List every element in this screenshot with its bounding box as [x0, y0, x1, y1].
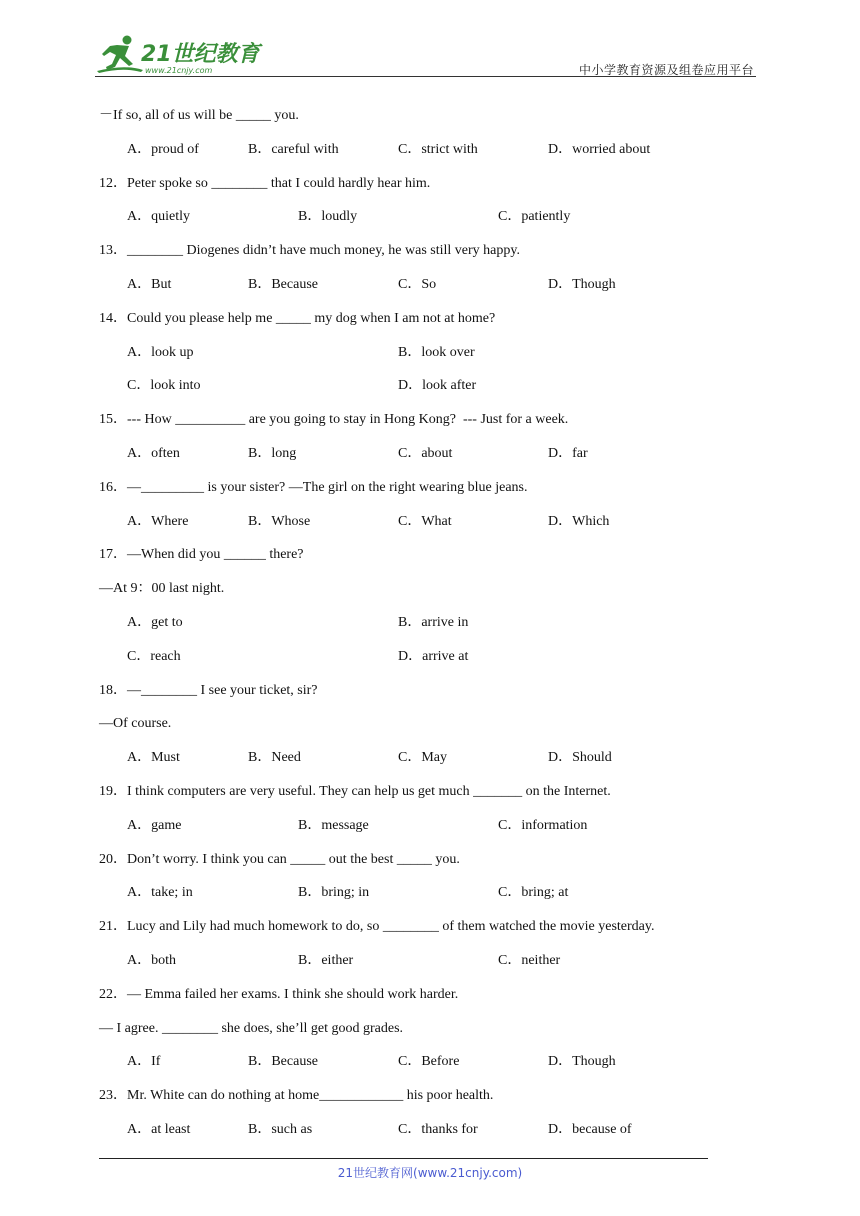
option[interactable]: A．both: [127, 952, 176, 968]
option[interactable]: D．Should: [548, 750, 612, 766]
header-divider: [95, 76, 756, 77]
option[interactable]: D．Though: [548, 1054, 616, 1070]
options-row: [99, 340, 739, 374]
option[interactable]: B．bring; in: [298, 885, 370, 901]
question-stem: 13．________ Diogenes didn’t have much money, he was still very happy.: [99, 243, 520, 259]
option[interactable]: C．neither: [498, 952, 561, 968]
option[interactable]: B．either: [298, 952, 354, 968]
question-stem-reply: — I agree. ________ she does, she’ll get good grades.: [99, 1020, 404, 1036]
option[interactable]: A．Must: [127, 750, 180, 766]
option[interactable]: C．patiently: [498, 209, 571, 225]
option[interactable]: C．bring; at: [498, 885, 569, 901]
options-row: [99, 204, 739, 238]
option[interactable]: B．such as: [248, 1121, 313, 1137]
question-stem: 17．—When did you ______ there?: [99, 547, 304, 563]
question-stem: 12．Peter spoke so ________ that I could hardly hear him.: [99, 175, 431, 191]
option[interactable]: D．far: [548, 445, 588, 461]
options-row: [99, 948, 739, 982]
question-stem: 23．Mr. White can do nothing at home____________ his poor health.: [99, 1088, 494, 1104]
logo-21cnjy: [95, 34, 265, 78]
option[interactable]: C．about: [398, 445, 453, 461]
option[interactable]: D．worried about: [548, 141, 651, 157]
option[interactable]: A．at least: [127, 1121, 191, 1137]
question-stem: 21．Lucy and Lily had much homework to do, so ________ of them watched the movie yesterday.: [99, 919, 655, 935]
svg-text:21世纪教育: 21世纪教育: [141, 42, 260, 67]
option[interactable]: C．Before: [398, 1054, 460, 1070]
options-row: [99, 813, 739, 847]
option[interactable]: A．quietly: [127, 209, 190, 225]
option[interactable]: A．proud of: [127, 141, 199, 157]
options-row: [99, 880, 739, 914]
options-row: [99, 644, 739, 678]
option[interactable]: C．What: [398, 513, 452, 529]
option[interactable]: B．Whose: [248, 513, 311, 529]
question-stem: 16．—_________ is your sister? —The girl on the right wearing blue jeans.: [99, 479, 528, 495]
question-list: [99, 103, 739, 1151]
question-stem-reply: —At 9：00 last night.: [99, 581, 225, 597]
options-row: [99, 610, 739, 644]
option[interactable]: C．So: [398, 276, 437, 292]
option[interactable]: A．game: [127, 817, 182, 833]
option[interactable]: C．reach: [127, 648, 181, 664]
option[interactable]: D．arrive at: [398, 648, 469, 664]
option[interactable]: B．message: [298, 817, 369, 833]
option[interactable]: A．get to: [127, 614, 183, 630]
options-row: [99, 373, 739, 407]
option[interactable]: C．strict with: [398, 141, 478, 157]
options-row: [99, 1049, 739, 1083]
option[interactable]: B．careful with: [248, 141, 339, 157]
option[interactable]: D．Though: [548, 276, 616, 292]
options-row: [99, 441, 739, 475]
option[interactable]: C．thanks for: [398, 1121, 478, 1137]
options-row: [99, 509, 739, 543]
footer-divider: [99, 1158, 708, 1159]
option[interactable]: A．look up: [127, 344, 194, 360]
question-stem: 18．—________ I see your ticket, sir?: [99, 682, 318, 698]
option[interactable]: D．Which: [548, 513, 610, 529]
option[interactable]: A．But: [127, 276, 172, 292]
question-stem: 22．— Emma failed her exams. I think she should work harder.: [99, 986, 459, 1002]
option[interactable]: B．long: [248, 445, 297, 461]
option[interactable]: B．Need: [248, 750, 301, 766]
option[interactable]: B．Because: [248, 276, 318, 292]
option[interactable]: C．information: [498, 817, 588, 833]
option[interactable]: B．Because: [248, 1054, 318, 1070]
page-header: [95, 34, 756, 78]
question-stem: 15．--- How __________ are you going to stay in Hong Kong? --- Just for a week.: [99, 412, 569, 428]
question-stem: 14．Could you please help me _____ my dog when I am not at home?: [99, 310, 496, 326]
option[interactable]: A．take; in: [127, 885, 193, 901]
site-name: 中小学教育资源及组卷应用平台: [578, 63, 754, 77]
footer-text: 21世纪教育网(www.21cnjy.com): [337, 1166, 523, 1180]
intro-line: －If so, all of us will be _____ you.: [99, 108, 299, 123]
options-row: [99, 272, 739, 306]
option[interactable]: D．because of: [548, 1121, 632, 1137]
question-stem-reply: —Of course.: [99, 716, 172, 732]
option[interactable]: B．arrive in: [398, 614, 469, 630]
option[interactable]: D．look after: [398, 378, 477, 394]
option[interactable]: C．look into: [127, 378, 201, 394]
svg-text:www.21cnjy.com: www.21cnjy.com: [145, 66, 213, 75]
options-row: [99, 1117, 739, 1151]
option[interactable]: A．If: [127, 1054, 161, 1070]
question-stem: 20．Don’t worry. I think you can _____ out the best _____ you.: [99, 851, 460, 867]
question-stem: 19．I think computers are very useful. They can help us get much _______ on the Internet.: [99, 783, 611, 799]
intro-options: [99, 137, 739, 171]
options-row: [99, 745, 739, 779]
option[interactable]: A．Where: [127, 513, 189, 529]
option[interactable]: A．often: [127, 445, 180, 461]
option[interactable]: B．loudly: [298, 209, 358, 225]
option[interactable]: B．look over: [398, 344, 475, 360]
option[interactable]: C．May: [398, 750, 447, 766]
